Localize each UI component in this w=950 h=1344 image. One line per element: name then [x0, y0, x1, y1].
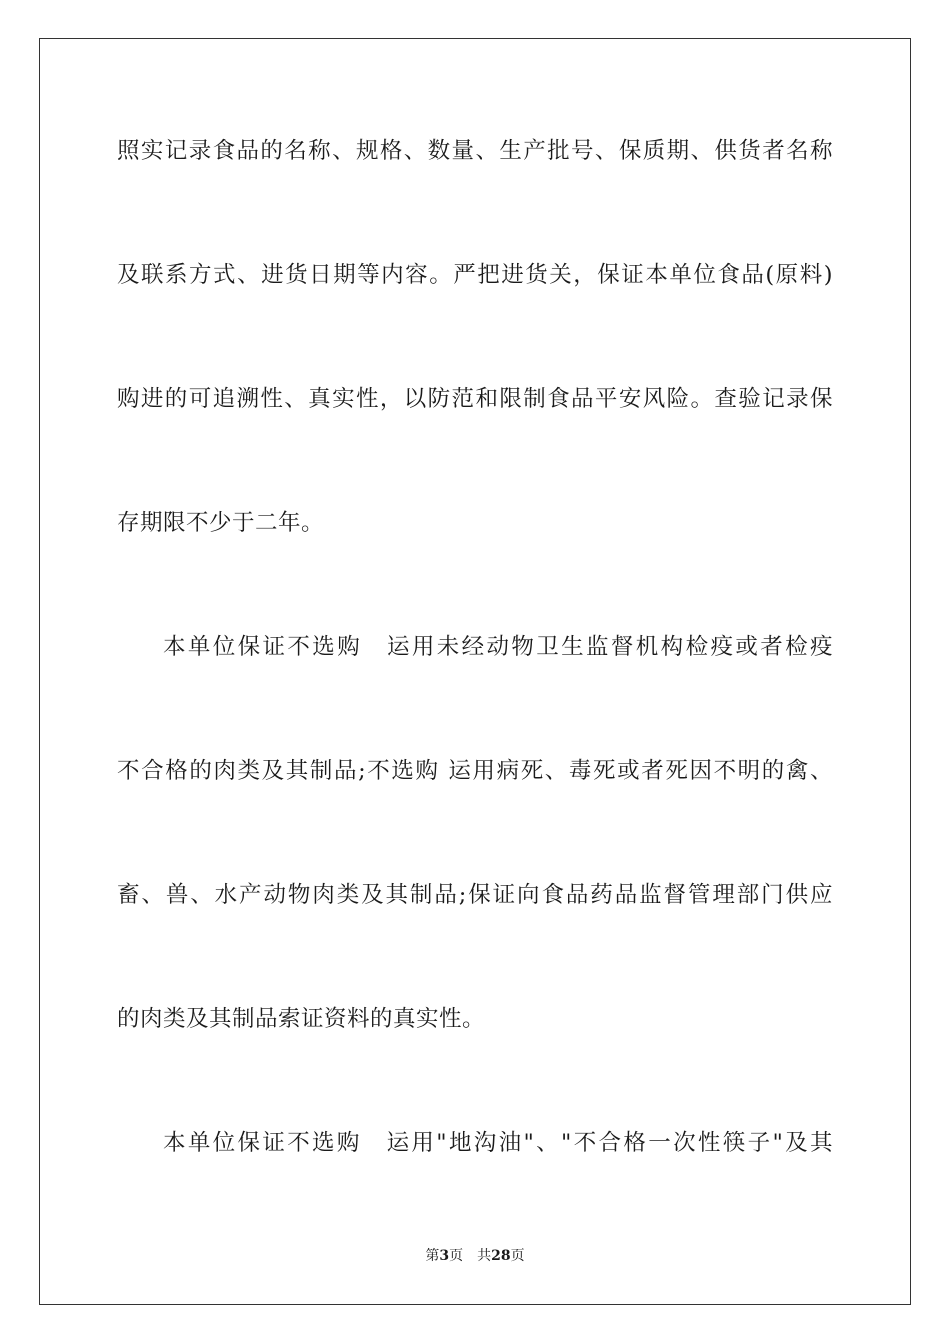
paragraph-line-1: 照实记录食品的名称、规格、数量、生产批号、保质期、供货者名称 [117, 138, 833, 164]
page-suffix: 页 [449, 1248, 464, 1264]
page-current: 3 [439, 1248, 450, 1264]
paragraph-line-7: 畜、兽、水产动物肉类及其制品;保证向食品药品监督管理部门供应 [117, 882, 833, 908]
page-footer [0, 1246, 950, 1266]
paragraph-line-2: 及联系方式、进货日期等内容。严把进货关，保证本单位食品(原料) [117, 262, 833, 288]
total-prefix: 共 [477, 1248, 492, 1264]
page-border [39, 38, 911, 1305]
paragraph-line-3: 购进的可追溯性、真实性，以防范和限制食品平安风险。查验记录保 [117, 386, 833, 412]
page-total: 28 [491, 1248, 511, 1264]
paragraph-line-4: 存期限不少于二年。 [117, 510, 325, 536]
paragraph-line-8: 的肉类及其制品索证资料的真实性。 [117, 1006, 486, 1032]
paragraph-line-5: 本单位保证不选购 运用未经动物卫生监督机构检疫或者检疫 [163, 634, 833, 660]
paragraph-line-6: 不合格的肉类及其制品;不选购 运用病死、毒死或者死因不明的禽、 [117, 758, 833, 784]
paragraph-line-9: 本单位保证不选购 运用"地沟油"、"不合格一次性筷子"及其 [163, 1130, 833, 1156]
page-prefix: 第 [425, 1248, 440, 1264]
total-suffix: 页 [510, 1248, 525, 1264]
